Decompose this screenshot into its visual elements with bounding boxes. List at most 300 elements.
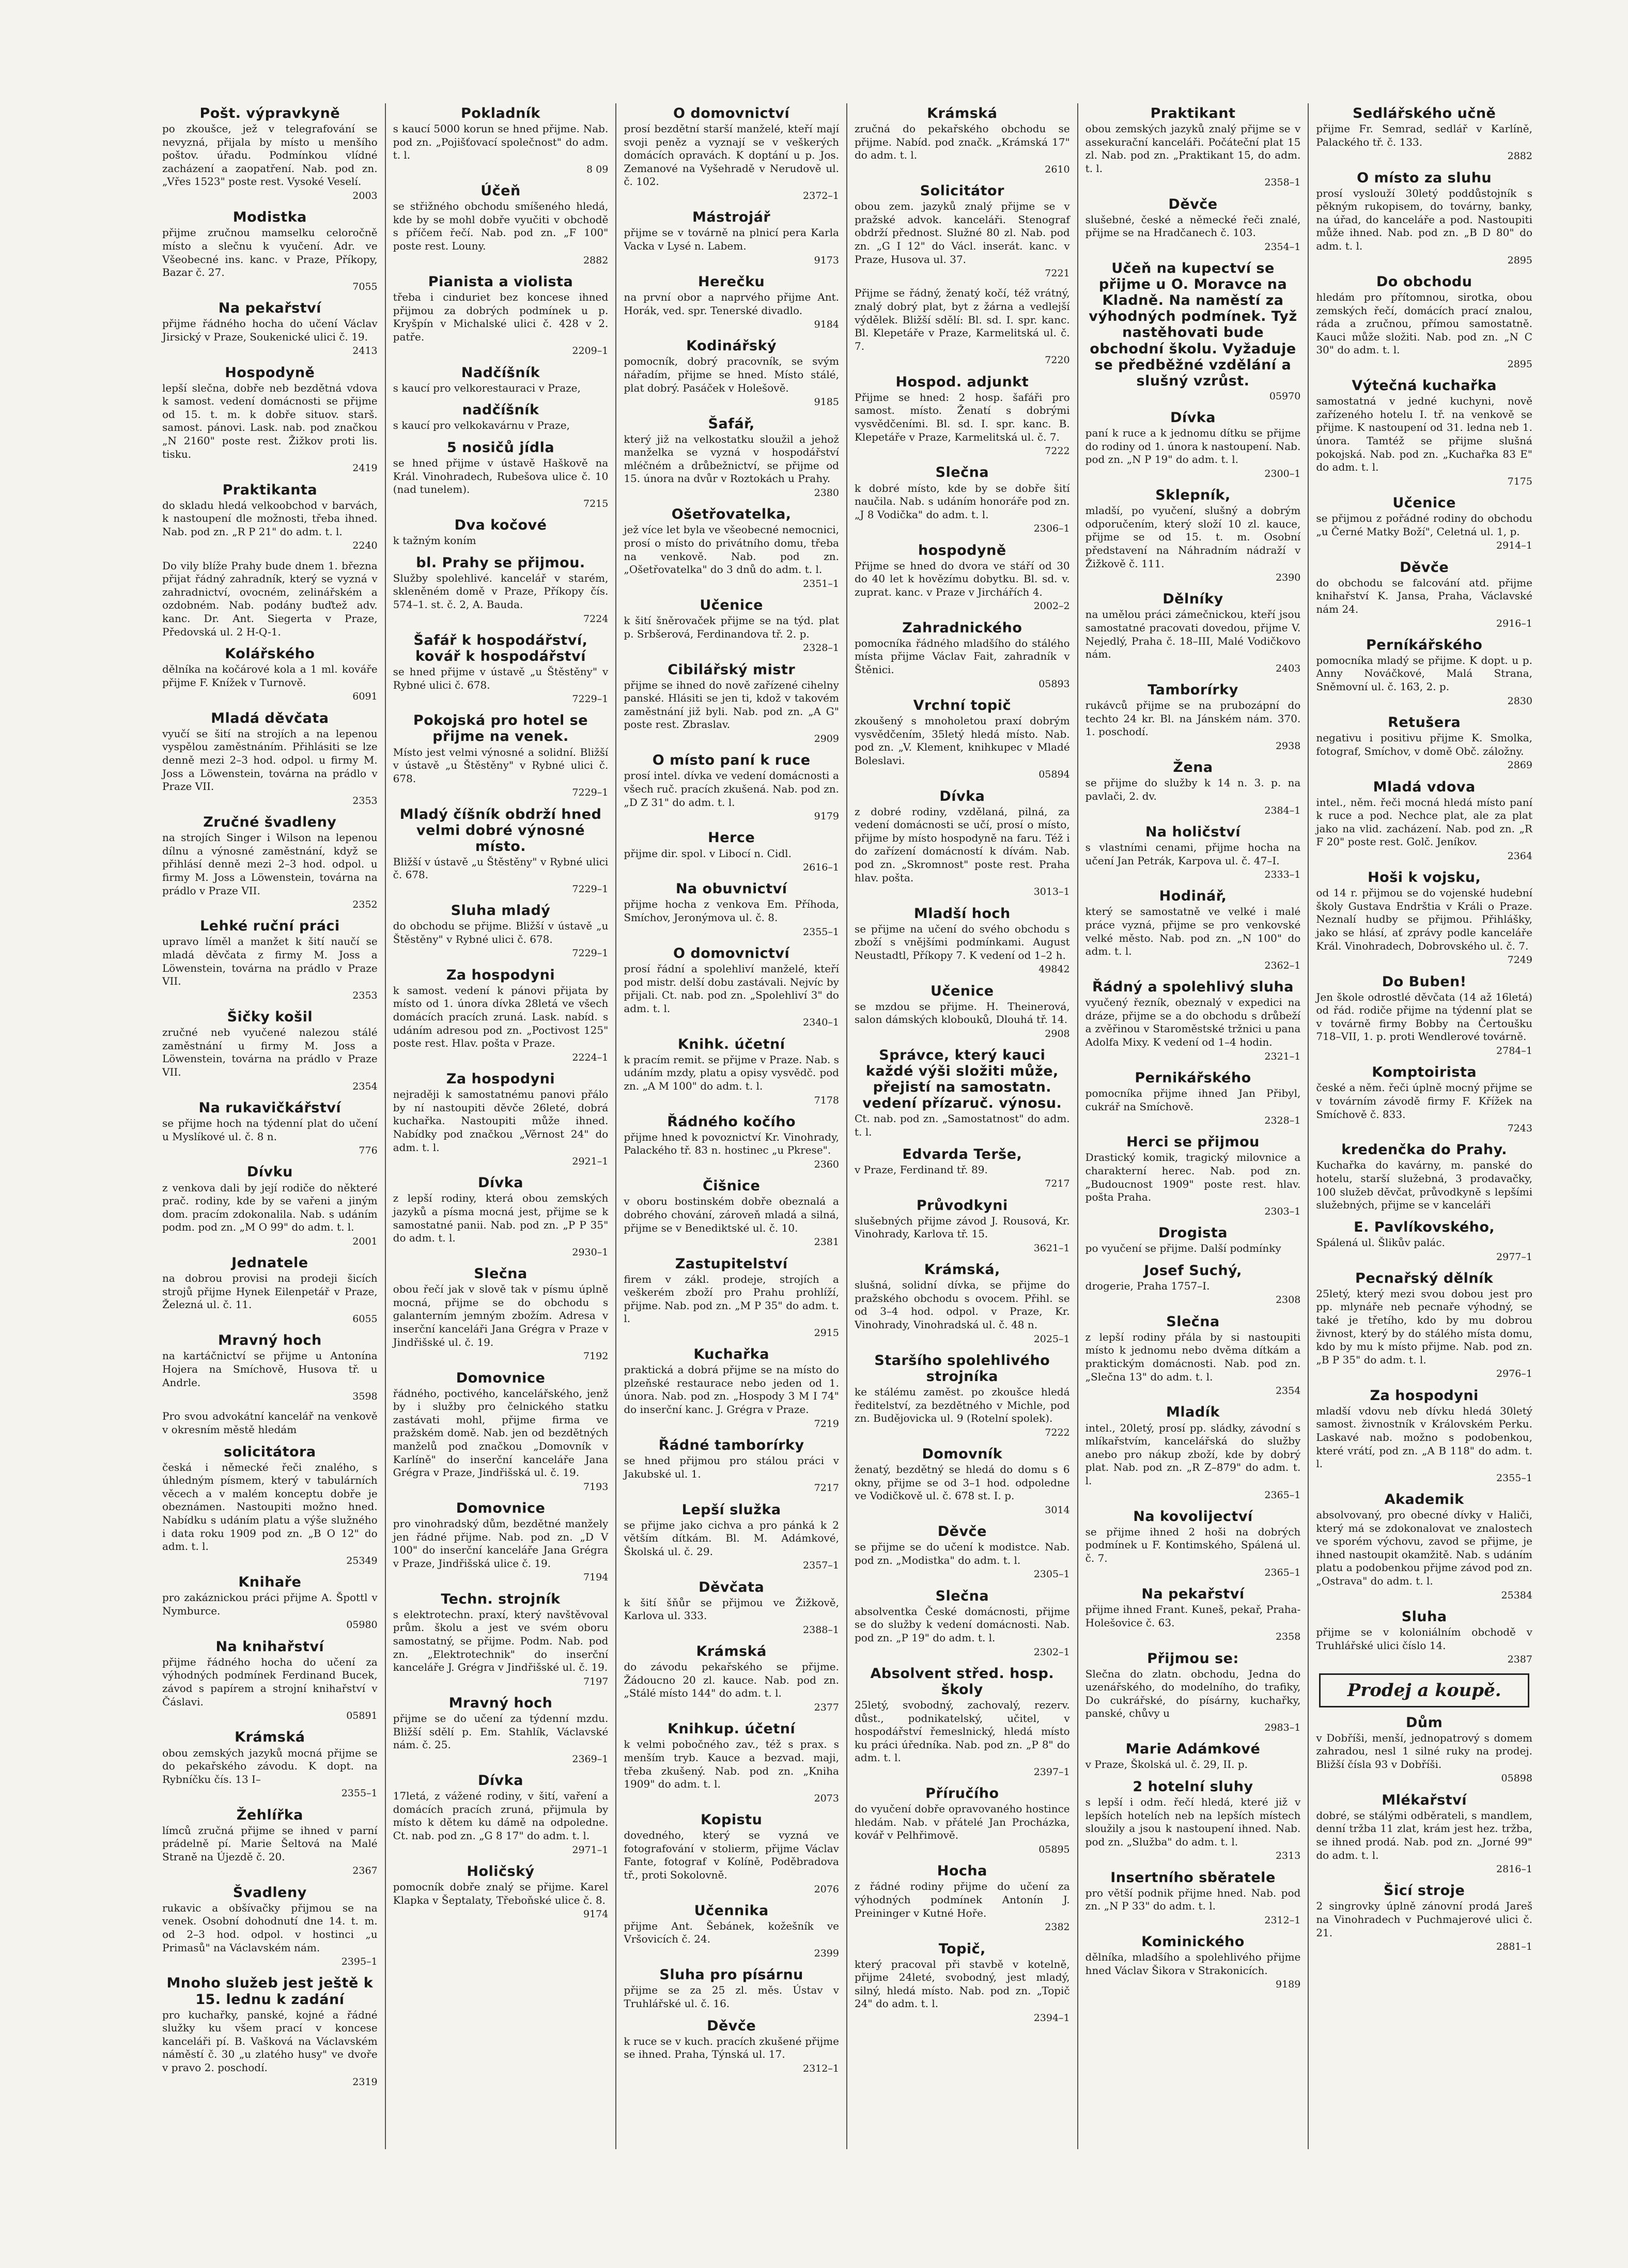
classified-ad	[624, 274, 839, 331]
ad-body: jež více let byla ve všeobecné nemocnici, prosí o místo do privátního domu, třeba na venkově. Nab. pod zn. „Ošetřovatelka" do 3 dnů do adm. t. l.	[624, 523, 839, 576]
ad-heading: Šafář,	[708, 415, 755, 432]
classified-ad	[855, 1863, 1070, 1933]
classified-ad	[393, 1863, 609, 1921]
ad-body: absolventka České domácnosti, přijme se do služby k vedení domácnosti. Nab. pod zn. „P 19" do adm. t. l.	[854, 1605, 1070, 1644]
ad-reference-number: 6055	[352, 1313, 378, 1325]
ad-body: Přijme se hned do dvora ve stáří od 30 do 40 let k hovězímu dobytku. Bl. sd. v. zuprat. kanc. v Praze v Jirchářích 4.	[854, 559, 1070, 598]
ad-body: z lepší rodiny přála by si nastoupiti místo k jednomu nebo dvěma dítkám a praktickým domácnosti. Nab. pod zn. „Slečna 13" do adm. t. l.	[1085, 1330, 1301, 1383]
ad-heading: Učenice	[1392, 495, 1456, 511]
classified-ad	[393, 1370, 609, 1494]
ad-heading: Mladší hoch	[913, 905, 1011, 922]
ad-reference-number: 2364	[1507, 850, 1532, 862]
classified-ad	[624, 1812, 839, 1896]
ad-reference-number: 2397–1	[1033, 1766, 1070, 1778]
classified-ad	[393, 806, 609, 896]
ad-body: obou zemských jazyků znalý přijme se v assekurační kanceláři. Počáteční plat 15 zl. Nab. pod zn. „Praktikant 15, do adm. t. l.	[1085, 122, 1301, 175]
ad-heading: Techn. strojník	[441, 1591, 561, 1607]
ad-body: intel., 20letý, prosí pp. sládky, závodní s mlíkařstvím, kancelářská do služby anebo pro nákup zboží, kde by dobrý plat. Nab. pod zn. „R Z–879" do adm. t. l.	[1085, 1421, 1301, 1487]
classified-ad	[1316, 170, 1532, 267]
ad-heading: Na pekařství	[1141, 1586, 1245, 1602]
classified-ad	[855, 1588, 1070, 1658]
ad-body: přijme se do učení za týdenní mzdu. Bližší sdělí p. Em. Stahlík, Václavské nám. č. 25.	[393, 1712, 609, 1751]
ad-heading: Pianista a violista	[428, 273, 573, 290]
classified-ad	[162, 1729, 378, 1799]
ad-body: se mzdou se přijme. H. Theinerová, salon dámských klobouků, Dlouhá tř. 14.	[854, 1000, 1070, 1026]
classified-ad	[855, 374, 1070, 458]
ad-reference-number: 05898	[1501, 1773, 1532, 1784]
ad-heading: O domovnictví	[673, 105, 790, 121]
classified-ad	[624, 597, 839, 655]
ad-body: Bližší v ústavě „u Štěstěny" v Rybné ulici č. 678.	[393, 855, 609, 881]
classified-ad	[624, 1036, 839, 1107]
ad-reference-number: 9179	[814, 811, 839, 822]
ad-body: se střižného obchodu smíšeného hledá, kde by se mohl dobře vyučiti v obchodě s příčem řečí. Nab. pod zn. „F 100" poste rest. Louny.	[393, 200, 609, 252]
ad-body: praktická a dobrá přijme se na místo do plzeňské restaurace nebo jeden od 1. února. Nab. pod zn. „Hospody 3 M I 74" do inserční kanc. J. Grégra v Praze.	[624, 1363, 839, 1416]
ad-body: který pracoval při stavbě v kotelně, přijme 24leté, svobodný, jest mladý, silný, hledá místo. Nab. pod zn. „Topič 24" do adm. t. l.	[854, 1958, 1070, 2010]
classified-ad	[855, 906, 1070, 976]
ad-reference-number: 2908	[1045, 1028, 1070, 1039]
ad-body: Spálená ul. Šlikův palác.	[1316, 1236, 1445, 1249]
ad-heading: Domovnice	[456, 1370, 546, 1386]
ad-reference-number: 2380	[814, 487, 839, 499]
ad-body: v Dobříši, menší, jednopatrový s domem zahradou, nesl 1 silné ruky na prodej. Bližší čísla 93 v Dobříši.	[1316, 1731, 1532, 1770]
ad-heading: Děvče	[1400, 559, 1449, 576]
ad-body: k dobré místo, kde by se dobře šití naučila. Nab. s udáním honoráře pod zn. „J 8 Vodička" do adm. t. l.	[854, 481, 1070, 521]
ad-body: přijme Ant. Šebánek, kožešník ve Vršovicích č. 24.	[624, 1919, 839, 1946]
ad-reference-number: 2355–1	[341, 1788, 378, 1799]
ad-body: zručné neb vyučené nalezou stálé zaměstnání u firmy M. Joss a Löwenstein, továrna na prádlo v Praze VII.	[162, 1026, 378, 1078]
classified-ad	[1086, 1934, 1301, 1991]
ad-reference-number: 2610	[1045, 163, 1070, 175]
ad-reference-number: 2381	[814, 1236, 839, 1248]
classified-ad	[1316, 1883, 1532, 1953]
ad-heading: Účeň	[480, 183, 521, 199]
ad-body: mladší vdovu neb dívku hledá 30letý samost. živnostník v Královském Perku. Laskavé nab. možno s podobenkou, které vrátí, pod zn. „A B 118" do adm. t. l.	[1316, 1404, 1532, 1470]
ad-heading: Hocha	[937, 1863, 987, 1879]
classified-ad	[1086, 105, 1301, 189]
ad-body: dovedného, který se vyzná ve fotografování v stolierm, přijme Václav Fante, fotograf v Kolíně, Poděbradova tř., proti Sokolovně.	[624, 1829, 839, 1881]
section-header-title: Prodej a koupě.	[1347, 1680, 1501, 1701]
ad-reference-number: 2355–1	[1496, 1472, 1532, 1484]
ad-body: se hned přijme v ústavě Haškově na Král. Vinohradech, Rubešova ulice č. 10 (nad tunelem).	[393, 456, 609, 496]
classified-ad	[624, 105, 839, 202]
classified-ad	[162, 482, 378, 552]
ad-reference-number: 2977–1	[1496, 1251, 1532, 1263]
ad-reference-number: 2365–1	[1264, 1489, 1301, 1501]
ad-heading: 5 nosičů jídla	[446, 439, 555, 456]
ad-reference-number: 2816–1	[1496, 1863, 1532, 1875]
ad-heading: Pokojská pro hotel se přijme na venek.	[413, 712, 588, 745]
ad-reference-number: 7229–1	[572, 883, 609, 895]
ad-reference-number: 776	[359, 1145, 378, 1157]
ad-reference-number: 2328–1	[1264, 1115, 1301, 1127]
section-header-box	[1319, 1673, 1529, 1707]
classified-ad	[393, 1071, 609, 1168]
classified-ad	[624, 2018, 839, 2075]
classified-ad	[1086, 1225, 1301, 1255]
ad-reference-number: 2830	[1507, 695, 1532, 707]
classified-ad	[393, 1591, 609, 1688]
ad-heading: Vrchní topič	[913, 697, 1011, 713]
ad-body: s lepší i odm. řečí hledá, které již v lepších hotelích neb na lepších místech sloužily a jsou k nastoupení ihned. Nab. pod zn. „Služba" do adm. t. l.	[1085, 1795, 1301, 1848]
ad-heading: Mladá vdova	[1373, 779, 1476, 795]
ad-heading: nadčíšník	[462, 402, 539, 418]
ad-reference-number: 2303–1	[1264, 1205, 1301, 1217]
ad-body: nejraději k samostatnému panovi přálo by ní nastoupiti děvče 26leté, dobrá kuchařka. Nastoupiti může ihned. Nabídky pod značkou „Věrnost 24" do adm. t. l.	[393, 1088, 609, 1154]
ad-heading: bl. Prahy se přijmou.	[416, 554, 585, 571]
classified-ad	[1086, 410, 1301, 480]
classified-ad	[393, 402, 609, 432]
classified-ad	[162, 1009, 378, 1093]
ad-body: třeba i cinduriet bez koncese ihned přijmou za dobrých podmínek u p. Kryšpín v Michalské ulici č. 428 v 2. patře.	[393, 290, 609, 343]
ad-heading: Edvarda Terše,	[902, 1146, 1022, 1162]
ad-body: české a něm. řeči úplně mocný přijme se v továrním závodě firmy F. Křížek na Smíchově č. 833.	[1316, 1081, 1532, 1121]
classified-ad	[162, 209, 378, 293]
classified-ad	[1316, 1270, 1532, 1380]
ad-reference-number: 2321–1	[1264, 1050, 1301, 1062]
ad-reference-number: 2360	[814, 1159, 839, 1171]
ad-reference-number: 2353	[352, 989, 378, 1001]
ad-body: přijme řádného hocha do učení Václav Jirsický v Praze, Soukenické ulici č. 19.	[162, 317, 378, 343]
ad-heading: Cibilářský mistr	[668, 661, 796, 678]
classified-ad	[1316, 495, 1532, 552]
ad-body: od 14 r. přijmou se do vojenské hudební školy Gustava Endrštia v Králi o Praze. Neznalí hudby se přijmou. Přihlášky, jako se hlásí, ať zprávy podle kanceláře Král. Vinohradech, Dobrovského ul. č. 7.	[1316, 887, 1532, 952]
ad-body: prosí vyslouží 30letý poddůstojník s pěkným rukopisem, do továrny, banky, na úřad, do kanceláře a pod. Nastoupiti může ihned. Nab. pod zn. „B D 80" do adm. t. l.	[1316, 187, 1532, 252]
ad-heading: Insertního sběratele	[1110, 1869, 1276, 1886]
ad-body: na dobrou provisi na prodeji šicích strojů přijme Hynek Eilenpetář v Praze, Železná ul. č. 11.	[162, 1272, 378, 1311]
ad-reference-number: 2209–1	[572, 345, 609, 357]
classified-ad	[162, 1255, 378, 1325]
classified-ad	[855, 183, 1070, 279]
ad-reference-number: 2002–2	[1033, 600, 1070, 612]
ad-reference-number: 2240	[352, 540, 378, 552]
classified-ad	[624, 881, 839, 938]
ad-heading: Josef Suchý,	[1144, 1262, 1242, 1279]
ad-heading: E. Pavlíkovského,	[1354, 1219, 1495, 1235]
classified-ad	[855, 1198, 1070, 1255]
ad-reference-number: 3598	[352, 1391, 378, 1403]
ad-reference-number: 7178	[814, 1094, 839, 1106]
classified-ad	[855, 620, 1070, 690]
ad-heading: Kominického	[1141, 1934, 1245, 1950]
ad-reference-number: 7193	[583, 1481, 609, 1493]
ad-heading: Domovník	[922, 1446, 1003, 1463]
ad-body: pomocník, dobrý pracovník, se svým nářadím, přijme se hned. Místo stálé, plat dobrý. Pasáček v Holešově.	[624, 355, 839, 394]
classified-ad	[1316, 1492, 1532, 1602]
classified-ad	[1316, 1715, 1532, 1785]
ad-reference-number: 7243	[1507, 1123, 1532, 1135]
classified-ad	[1316, 974, 1532, 1058]
classified-ad	[855, 1446, 1070, 1516]
ad-heading: Sedlářského učně	[1352, 105, 1496, 121]
ad-reference-number: 2388–1	[803, 1624, 839, 1636]
ad-reference-number: 2395–1	[341, 1956, 378, 1968]
ad-body: intel., něm. řeči mocná hledá místo paní k ruce a pod. Nechce plat, ale za plat jako na vlid. zacházení. Nab. pod zn. „R F 20" poste rest. Golč. Jeníkov.	[1316, 796, 1532, 848]
ad-body: který již na velkostatku sloužil a jehož manželka se vyzná v hospodářství mléčném a drůbežnictví, se přijme od 15. února na dvůr v Roztokách u Prahy.	[624, 432, 839, 485]
ad-reference-number: 7217	[1045, 1178, 1070, 1190]
ad-heading: Děvče	[1168, 196, 1218, 212]
ad-body: se přijme na učení do svého obchodu s zboží s vnějšími podmínkami. August Neustadtl, Příkopy 7. K vedení od 1–2 h.	[854, 922, 1070, 961]
ad-body: Ct. nab. pod zn. „Samostatnost" do adm. t. l.	[854, 1112, 1070, 1139]
classified-ad	[162, 365, 378, 475]
ad-body: pro kuchařky, panské, kojné a řádné služky ku všem prací v koncese kanceláři pí. B. Vašková na Václavském náměstí č. 30 „u zlatého husy" ve dvoře v pravo 2. poschodí.	[162, 2008, 378, 2074]
ad-reference-number: 2312–1	[1264, 1914, 1301, 1926]
column-1	[155, 103, 386, 2149]
ad-body: rukávců přijme se na prubozápní do techto 24 kr. Bl. na Jánském nám. 370. 1. poschodí.	[1085, 699, 1301, 738]
ad-reference-number: 2354–1	[1264, 241, 1301, 253]
ad-heading: Děvčata	[699, 1579, 765, 1595]
ad-heading: Správce, který kauci každé výši složiti může, přejistí na samostatn. vedení přízaruč. výnosu.	[862, 1047, 1062, 1112]
ad-heading: Holičský	[467, 1863, 535, 1879]
ad-reference-number: 2390	[1275, 572, 1301, 584]
classified-ad	[393, 555, 609, 625]
ad-body: v oboru bostinském dobře obeznalá a dobrého chování, zároveň mladá a silná, přijme se v Benediktské ul. č. 10.	[624, 1195, 839, 1234]
ad-reference-number: 9173	[814, 254, 839, 266]
classified-ad	[162, 710, 378, 807]
classified-ad	[1316, 1792, 1532, 1876]
ad-body: 17letá, z vážené rodiny, v šití, vaření a domácích pracích zruná, přijmula by místo k dětem ku dámě na odpoledne. Ct. nab. pod zn. „G 8 17" do adm. t. l.	[393, 1790, 609, 1842]
ad-heading: Topič,	[938, 1940, 986, 1957]
ad-reference-number: 9174	[583, 1908, 609, 1920]
ad-reference-number: 2306–1	[1033, 523, 1070, 535]
classified-ad	[624, 1903, 839, 1960]
ad-reference-number: 7224	[583, 613, 609, 625]
classified-ad	[162, 300, 378, 358]
classified-ad	[162, 814, 378, 911]
ad-body: přijme dir. spol. v Libocí n. Cidl.	[624, 847, 792, 860]
ad-heading: Dívka	[478, 1773, 523, 1789]
classified-ad	[393, 903, 609, 960]
ad-heading: Drogista	[1158, 1225, 1228, 1241]
ad-heading: O místo paní k ruce	[652, 752, 811, 769]
ad-heading: Mlékařství	[1382, 1792, 1467, 1808]
ad-reference-number: 2224–1	[572, 1051, 609, 1063]
ad-body: s kaucí 5000 korun se hned přijme. Nab. pod zn. „Pojišťovací společnost" do adm. t. l.	[393, 122, 609, 162]
ad-heading: hospodyně	[918, 542, 1006, 558]
ad-body: Místo jest velmi výnosné a solidní. Bližší v ústavě „u Štěstěny" v Rybné ulici č. 678.	[393, 745, 609, 785]
ad-heading: Herce	[708, 830, 755, 846]
classified-ad	[1086, 1404, 1301, 1501]
classified-ad	[1316, 1064, 1532, 1135]
ad-heading: Retušera	[1388, 714, 1461, 731]
ad-reference-number: 2358–1	[1264, 177, 1301, 189]
ad-reference-number: 2403	[1275, 662, 1301, 674]
ad-body: vyučený řezník, obeznalý v expedici na dráze, přijme se a do obchodu s drůbeží a zvěřinou v Staroměstské tržnici u pana Adolfa Mixy. K vedení od 1–4 hodin.	[1085, 996, 1301, 1048]
ad-body: řádného, poctivého, kancelářského, jenž by i služby pro čelnického statku zastávati mohl, přijme firma ve pražském domě. Nab. jen od bezdětných manželů pod značkou „Domovník v Karlíně" do inserční kanceláře Jana Grégra v Praze, Jindřišská ul. č. 19.	[393, 1387, 609, 1479]
ad-body: límců zručná přijme se ihned v parní prádelně pí. Marie Šeltová na Malé Straně na Újezdě č. 20.	[162, 1824, 378, 1863]
ad-heading: O místo za sluhu	[1357, 169, 1492, 186]
ad-body: ženatý, bezdětný se hledá do domu s 6 okny, přijme se od 3–1 hod. odpoledne ve Vodičkově ul. č. 678 st. I. p.	[854, 1463, 1070, 1502]
ad-heading: 2 hotelní sluhy	[1133, 1778, 1253, 1795]
classified-ad	[162, 1444, 378, 1567]
ad-body: se hned přijme v ústavě „u Štěstěny" v Rybné ulici č. 678.	[393, 665, 609, 691]
ad-body: se přijme hoch na týdenní plat do učení u Myslíkové ul. č. 8 n.	[162, 1116, 378, 1143]
ad-body: Pro svou advokátní kancelář na venkově v okresním městě hledám	[162, 1410, 378, 1436]
ad-heading: Slečna	[474, 1266, 528, 1282]
ad-reference-number: 2313	[1275, 1850, 1301, 1862]
ad-body: pomocník dobře znalý se přijme. Karel Klapka v Šeptalaty, Třeboňské ulice č. 8.	[393, 1881, 609, 1906]
classified-ad	[624, 1721, 839, 1805]
ad-reference-number: 7229–1	[572, 947, 609, 959]
ad-body: česká i německé řeči znalého, s úhledným písmem, který v tabulárních věcech a v malém konceptu dobře je obeznámen. Nastoupiti možno hned. Nabídku s udáním platu a výše služného i data roku 1909 pod zn. „B O 12" do adm. t. l.	[162, 1461, 378, 1553]
ad-body: dělníka na kočárové kola a 1 ml. kováře přijme F. Knížek v Turnově.	[162, 663, 378, 689]
classified-ad	[162, 560, 378, 639]
ad-reference-number: 49842	[1038, 964, 1070, 975]
ad-heading: Dělníky	[1162, 591, 1223, 608]
ad-heading: Solicitátor	[920, 183, 1004, 199]
ad-body: v Praze, Ferdinand tř. 89.	[854, 1163, 988, 1176]
classified-ad	[1086, 979, 1301, 1063]
ad-body: 2 singrovky úplně zánovní prodá Jareš na Vinohradech v Puchmajerové ulici č. 21.	[1316, 1900, 1532, 1939]
ad-heading: Sluha mladý	[451, 903, 551, 919]
ad-heading: Na obuvnictví	[675, 881, 787, 897]
ad-reference-number: 2895	[1507, 358, 1532, 370]
ad-heading: kredenčka do Prahy.	[1341, 1142, 1508, 1158]
ad-reference-number: 2302–1	[1033, 1646, 1070, 1658]
ad-reference-number: 7192	[583, 1350, 609, 1362]
classified-ad	[1086, 1741, 1301, 1772]
ad-body: přijme se ihned do nově zařízené cihelny panské. Hlásiti se jen ti, kdož v takovém zaměstnání již byli. Nab. pod zn. „A G" poste rest. Zbraslav.	[624, 678, 839, 731]
ad-heading: Příručího	[925, 1785, 999, 1802]
ad-heading: Praktikant	[1150, 105, 1236, 121]
ad-reference-number: 2869	[1507, 759, 1532, 771]
ad-body: obou zem. jazyků znalý přijme se v pražské advok. kanceláři. Stenograf obdrží přednost. Služné 80 zl. Nab. pod zn. „G I 12" do Václ. inserát. kanc. v Praze, Husova ul. 37.	[854, 200, 1070, 266]
ad-body: do obchodu se falcování atd. přijme knihařství K. Jansa, Praha, Václavské nám 24.	[1316, 576, 1532, 615]
ad-reference-number: 9185	[814, 396, 839, 408]
classified-ad	[855, 287, 1070, 366]
ad-reference-number: 2938	[1275, 740, 1301, 752]
ad-reference-number: 2921–1	[572, 1156, 609, 1168]
ad-body: negativu i positivu přijme K. Smolka, fotograf, Smíchov, v domě Obč. záložny.	[1316, 732, 1532, 757]
ad-heading: Dívka	[1170, 409, 1216, 426]
ad-body: k samost. vedení k pánovi přijata by místo od 1. února dívka 28letá ve všech domácích pracích zruná. Lask. nabíd. s udáním adresou pod zn. „Poctivost 125" poste rest. Hlav. pošta v Praze.	[393, 984, 609, 1050]
ad-reference-number: 7055	[352, 281, 378, 292]
ad-heading: Slečna	[935, 1588, 989, 1604]
ad-heading: Marie Adámkové	[1125, 1741, 1261, 1758]
classified-ad	[1316, 869, 1532, 966]
ad-heading: Zahradnického	[902, 619, 1022, 636]
classified-ads-grid	[155, 103, 1540, 2149]
ad-reference-number: 7217	[814, 1482, 839, 1494]
ad-reference-number: 25349	[346, 1555, 378, 1566]
ad-heading: Komptoiristа	[1372, 1064, 1477, 1081]
ad-body: pro zakáznickou práci přijme A. Špottl v Nymburce.	[162, 1591, 378, 1617]
ad-body: vyučí se šití na strojích a na lepenou vyspělou zaměstnáním. Přihlásiti se lze denně mezi 2–3 hod. odpol. u firmy M. Joss a Löwenstein, továrna na prádlo v Praze VII.	[162, 727, 378, 793]
ad-heading: Dívku	[246, 1164, 293, 1180]
ad-body: přijme hned k povoznictví Kr. Vinohrady, Palackého tř. 83 n. hostinec „u Pkrese".	[624, 1130, 839, 1157]
classified-ad	[624, 1256, 839, 1340]
ad-heading: Pernikářského	[1135, 1069, 1251, 1086]
classified-ad	[393, 1500, 609, 1584]
classified-ad	[162, 1100, 378, 1157]
ad-heading: Sklepník,	[1155, 487, 1231, 504]
ad-body: slušebné, české a německé řeči znalé, přijme se na Hradčanech č. 103.	[1085, 213, 1301, 239]
ad-body: Přijme se řádný, ženatý kočí, též vrátný, znalý dobrý plat, byt z žárna a vedlejší výdělek. Bližší sdělí: Bl. sd. I. spr. kanc. Bl. Klepetáře v Praze, Karmelitská ul. č. 7.	[854, 287, 1070, 352]
ad-heading: Učennika	[694, 1902, 769, 1919]
ad-reference-number: 7175	[1507, 475, 1532, 487]
ad-reference-number: 2413	[352, 345, 378, 357]
ad-reference-number: 2983–1	[1264, 1721, 1301, 1733]
ad-heading: Kolářského	[225, 646, 315, 662]
ad-heading: Na rukavičkářství	[198, 1099, 342, 1116]
ad-body: absolvovaný, pro obecné dívky v Haliči, který má se zdokonalovat ve znalostech ve sporém výchovu, zavod se přijme, je ihned nastoupit okamžitě. Nab. s udáním platu a podobenkou přijme závod pod zn. „Ostrava" do adm. t. l.	[1316, 1509, 1532, 1588]
classified-ad	[393, 365, 609, 395]
classified-ad	[162, 1164, 378, 1248]
classified-ad	[624, 1346, 839, 1430]
classified-ad	[855, 1146, 1070, 1190]
classified-ad	[855, 1941, 1070, 2025]
ad-body: s kaucí pro velkorestauraci v Praze,	[393, 381, 581, 394]
ad-heading: Knihkup. účetní	[668, 1721, 796, 1737]
ad-body: 25letý, který mezi svou dobou jest pro pp. mlynáře neb pecnaře výhodný, se také je třetího, kdo by mu dobrou živnost, který by do stálého místa domu, kdo by mu k místo přijme. Nab. pod zn. „B P 35" do adm. t. l.	[1316, 1287, 1532, 1366]
classified-ad	[624, 1178, 839, 1248]
ad-reference-number: 2367	[352, 1865, 378, 1877]
ad-reference-number: 7221	[1045, 268, 1070, 279]
ad-heading: Akademik	[1384, 1492, 1464, 1508]
ad-heading: Průvodkyni	[916, 1197, 1008, 1214]
ad-heading: Žena	[1173, 759, 1213, 776]
ad-body: se přijme ihned 2 hoši na dobrých podmínek u F. Kontimského, Spálená ul. č. 7.	[1085, 1525, 1301, 1565]
ad-body: ke stálému zaměst. po zkoušce hledá ředitelství, za bezdětného v Michle, pod zn. Budějovicka ul. 9 (Rotelní spolek).	[854, 1385, 1070, 1425]
ad-reference-number: 7215	[583, 498, 609, 509]
classified-ad	[1086, 1870, 1301, 1927]
ad-heading: Děvče	[707, 2017, 756, 2034]
ad-heading: Hodinář,	[1159, 888, 1227, 905]
ad-reference-number: 2881–1	[1496, 1941, 1532, 1953]
ad-reference-number: 3621–1	[1033, 1242, 1070, 1254]
column-4	[847, 103, 1078, 2149]
classified-ad	[624, 1643, 839, 1714]
ad-heading: Šafář k hospodářství, kovář k hospodářství	[413, 632, 588, 664]
ad-body: zkoušený s mnoholetou praxí dobrým vysvědčením, 35letý hledá místo. Nab. pod zn. „V. Klement, knihkupec v Mladé Boleslavi.	[854, 714, 1070, 767]
ad-reference-number: 2914–1	[1496, 540, 1532, 552]
ad-body: se hned přijmou pro stálou práci v Jakubské ul. 1.	[624, 1454, 839, 1480]
ad-heading: Krámská	[927, 105, 998, 121]
ad-reference-number: 2369–1	[572, 1753, 609, 1765]
classified-ad	[855, 1666, 1070, 1778]
ad-heading: Tamborírky	[1148, 682, 1238, 698]
ad-body: 25letý, svobodný, zachovalý, rezerv. důst., podnikatelský, učitel, v hospodářství řemeslnický, hledá místo ku práci úředníka. Nab. pod zn. „P 8" do adm. t. l.	[854, 1698, 1070, 1764]
ad-heading: Staršího spolehlivého strojníka	[874, 1352, 1050, 1385]
ad-body: Přijme se hned: 2 hosp. šafáři pro samost. místo. Ženatí s dobrými vysvědčeními. Bl. sd. I. spr. kanc. B. Klepetáře v Praze, Karmelitská ul. č. 7.	[854, 391, 1070, 443]
ad-reference-number: 2616–1	[803, 862, 839, 874]
ad-reference-number: 05980	[346, 1619, 378, 1631]
ad-body: z řádné rodiny přijme do učení za výhodných podmínek Antonín J. Preininger v Kutné Hoře.	[854, 1880, 1070, 1919]
classified-ad	[855, 1353, 1070, 1439]
ad-body: do závodu pekařského se přijme. Žádoucno 20 zl. kauce. Nab. pod zn. „Stálé místo 144" do adm. t. l.	[624, 1660, 839, 1700]
ad-body: upravo líměl a manžet k šití naučí se mladá děvčata z firmy M. Joss a Löwenstein, továrna na prádlo v Praze VII.	[162, 935, 378, 988]
ad-heading: Herečku	[698, 273, 765, 290]
ad-reference-number: 7229–1	[572, 693, 609, 705]
ad-body: který se samostatně ve velké i malé práce vyzná, přijme se pro venkovské velké město. Nab. pod zn. „N 100" do adm. t. l.	[1085, 905, 1301, 958]
classified-ad	[1086, 1314, 1301, 1397]
ad-heading: Za hospodyni	[446, 967, 555, 983]
classified-ad	[1086, 591, 1301, 675]
ad-reference-number: 7222	[1045, 1426, 1070, 1438]
ad-body: k velmi pobočného zav., též s prax. s menším tryb. Kauce a bezvad. maji, třeba zkušený. Nab. pod zn. „Kniha 1909" do adm. t. l.	[624, 1738, 839, 1791]
classified-ad	[1086, 824, 1301, 881]
ad-heading: Domovnice	[456, 1500, 546, 1517]
ad-body: k tažným koním	[393, 534, 476, 547]
classified-ad	[855, 1524, 1070, 1581]
ad-reference-number: 7220	[1045, 354, 1070, 366]
ad-heading: Kuchařka	[693, 1346, 769, 1363]
ad-heading: Knihk. účetní	[677, 1036, 785, 1052]
column-6	[1309, 103, 1540, 2149]
ad-heading: Šicí stroje	[1384, 1883, 1465, 1899]
ad-body: firem v zákl. prodeje, strojích a veškerém zboží pro Prahu prohlíží, přijme. Nab. pod zn. „M P 35" do adm. t. l.	[624, 1272, 839, 1325]
ad-reference-number: 2001	[352, 1235, 378, 1247]
